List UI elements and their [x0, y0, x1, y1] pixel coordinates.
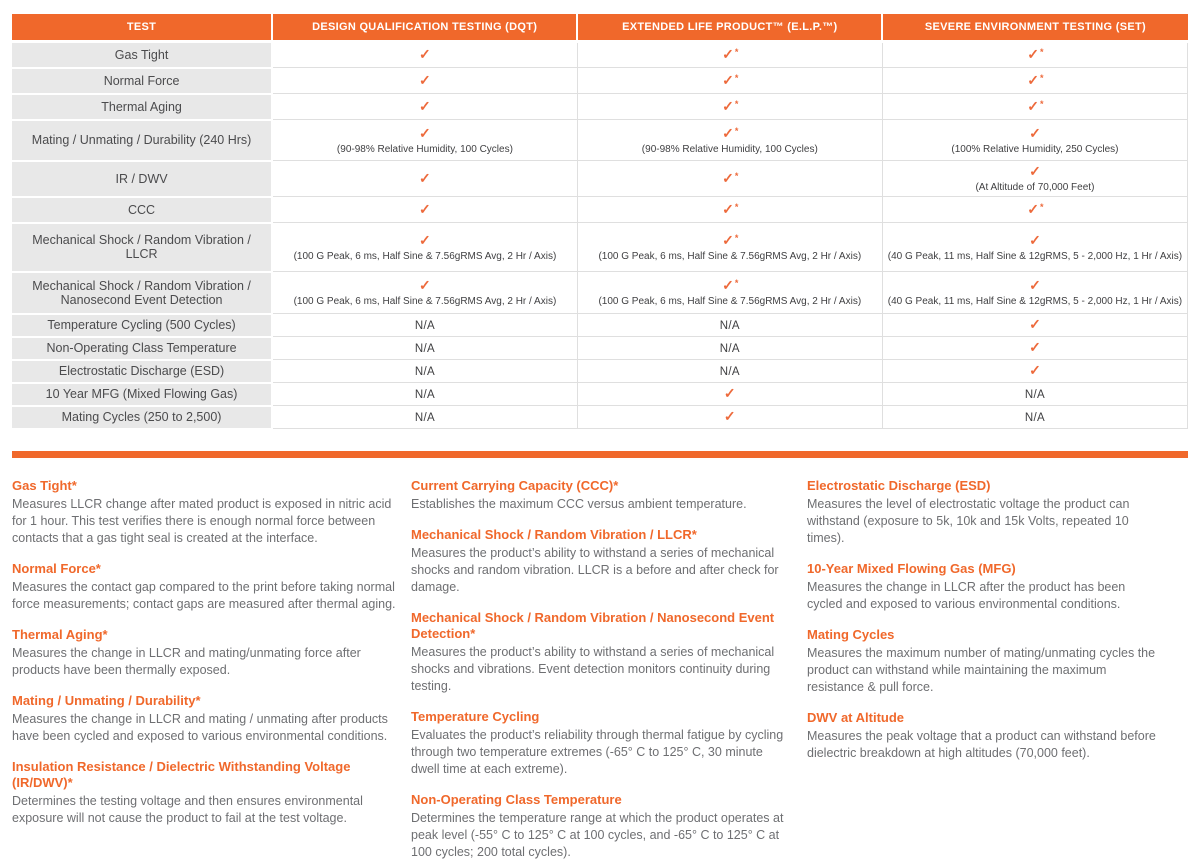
check-icon: ✓*	[722, 71, 739, 88]
cell-note: (At Altitude of 70,000 Feet)	[975, 182, 1095, 193]
result-cell	[882, 272, 1187, 314]
glossary-entry	[12, 561, 397, 613]
test-name-cell: Normal Force	[12, 68, 272, 94]
check-icon: ✓	[1029, 362, 1041, 378]
glossary-term: Non-Operating Class Temperature	[411, 791, 622, 807]
check-icon: ✓	[419, 46, 431, 62]
test-name-cell: 10 Year MFG (Mixed Flowing Gas)	[12, 383, 272, 406]
result-cell	[882, 197, 1187, 223]
result-cell	[577, 161, 882, 197]
glossary-definition: Measures the change in LLCR after the product has been cycled and exposed to various environmental conditions.	[807, 579, 1126, 611]
glossary-column	[411, 464, 789, 861]
asterisk-mark: *	[734, 232, 739, 243]
glossary-term: 10-Year Mixed Flowing Gas (MFG)	[807, 560, 1016, 576]
result-cell	[882, 223, 1187, 272]
table-row	[12, 272, 1188, 314]
test-name-cell: Mating / Unmating / Durability (240 Hrs)	[12, 120, 272, 161]
na-label: N/A	[719, 320, 740, 332]
result-cell	[272, 42, 577, 68]
na-label: N/A	[719, 343, 740, 355]
check-icon: ✓	[1029, 277, 1041, 293]
glossary-term: Mechanical Shock / Random Vibration / Nanosecond Event Detection*	[411, 609, 775, 641]
glossary-column	[807, 464, 1164, 861]
glossary-entry	[411, 478, 789, 513]
glossary-entry	[12, 627, 397, 679]
test-name-cell: Gas Tight	[12, 42, 272, 68]
check-icon: ✓	[419, 200, 431, 217]
check-icon: ✓	[419, 277, 431, 293]
result-cell	[272, 120, 577, 161]
glossary-definition: Establishes the maximum CCC versus ambient temperature.	[411, 496, 747, 511]
check-icon: ✓	[1029, 316, 1041, 332]
result-cell	[577, 360, 882, 383]
cell-note: (100% Relative Humidity, 250 Cycles)	[951, 143, 1119, 155]
result-cell	[577, 197, 882, 223]
result-cell	[272, 314, 577, 337]
table-row	[12, 42, 1188, 68]
glossary-definition: Determines the testing voltage and then ensures environmental exposure will not cause the product to fail at the test voltage.	[12, 793, 363, 825]
test-name-cell: Mating Cycles (250 to 2,500)	[12, 406, 272, 429]
table-row	[12, 337, 1188, 360]
asterisk-mark: *	[1040, 201, 1044, 212]
program-column-header: DESIGN QUALIFICATION TESTING (DQT)	[272, 14, 577, 42]
result-cell	[577, 383, 882, 406]
check-icon: ✓	[723, 385, 736, 401]
cell-note: (100 G Peak, 6 ms, Half Sine & 7.56gRMS Avg, 2 Hr / Axis)	[293, 250, 557, 262]
check-icon: ✓*	[722, 124, 739, 141]
result-cell	[272, 272, 577, 314]
glossary-section	[12, 464, 1188, 861]
cell-note: (40 G Peak, 11 ms, Half Sine & 12gRMS, 5 - 2,000 Hz, 1 Hr / Axis)	[887, 250, 1183, 262]
glossary-definition: Evaluates the product’s reliability through thermal fatigue by cycling through two temperature extremes (-65° C to 125° C, 30 minute dwell time at each extreme).	[411, 727, 784, 776]
check-icon: ✓*	[722, 97, 739, 114]
result-cell	[272, 360, 577, 383]
glossary-definition: Measures the change in LLCR and mating / unmating after products have been cycled and exposed to various environmental conditions.	[12, 711, 388, 743]
check-icon: ✓*	[1027, 71, 1044, 88]
table-row	[12, 197, 1188, 223]
asterisk-mark: *	[734, 125, 739, 136]
table-row	[12, 161, 1188, 197]
result-cell	[272, 337, 577, 360]
glossary-definition: Measures the product’s ability to withstand a series of mechanical shocks and vibrations. Event detection monitors continuity during testing.	[411, 644, 775, 693]
glossary-term: Temperature Cycling	[411, 708, 540, 724]
check-icon: ✓*	[722, 46, 739, 62]
test-name-cell: Mechanical Shock / Random Vibration / Nanosecond Event Detection	[12, 272, 272, 314]
result-cell	[272, 94, 577, 120]
glossary-entry	[411, 792, 789, 861]
table-row	[12, 383, 1188, 406]
na-label: N/A	[414, 412, 435, 424]
table-row	[12, 94, 1188, 120]
glossary-term: Normal Force*	[12, 560, 101, 576]
glossary-term: Gas Tight*	[12, 477, 77, 493]
result-cell	[882, 120, 1187, 161]
asterisk-mark: *	[734, 72, 739, 83]
test-name-cell: CCC	[12, 197, 272, 223]
test-name-cell: Temperature Cycling (500 Cycles)	[12, 314, 272, 337]
check-icon: ✓*	[722, 200, 739, 217]
glossary-entry	[807, 710, 1164, 762]
glossary-term: Insulation Resistance / Dielectric Withstanding Voltage (IR/DWV)*	[12, 758, 351, 790]
asterisk-mark: *	[1040, 98, 1044, 109]
table-header-row	[12, 14, 1188, 42]
table-row	[12, 120, 1188, 161]
result-cell	[577, 94, 882, 120]
check-icon: ✓	[419, 124, 431, 141]
glossary-definition: Measures the maximum number of mating/unmating cycles the product can withstand while maintaining the maximum resistance & pull force.	[807, 645, 1156, 694]
glossary-term: Electrostatic Discharge (ESD)	[807, 477, 991, 493]
check-icon: ✓	[1029, 339, 1041, 355]
check-icon: ✓*	[1027, 200, 1044, 217]
cell-note: (40 G Peak, 11 ms, Half Sine & 12gRMS, 5 - 2,000 Hz, 1 Hr / Axis)	[887, 296, 1183, 307]
glossary-term: Mechanical Shock / Random Vibration / LLCR*	[411, 526, 697, 542]
check-icon: ✓	[419, 71, 431, 88]
na-label: N/A	[414, 320, 435, 332]
result-cell	[882, 360, 1187, 383]
check-icon: ✓*	[722, 277, 739, 293]
asterisk-mark: *	[734, 201, 739, 212]
na-label: N/A	[414, 389, 435, 401]
result-cell	[882, 94, 1187, 120]
asterisk-mark: *	[734, 98, 739, 109]
glossary-entry	[807, 627, 1164, 696]
test-name-cell: Mechanical Shock / Random Vibration / LLCR	[12, 223, 272, 272]
glossary-entry	[807, 478, 1164, 547]
asterisk-mark: *	[734, 47, 739, 57]
check-icon: ✓	[419, 169, 431, 186]
section-divider	[12, 451, 1188, 458]
glossary-column	[12, 464, 397, 861]
na-label: N/A	[1024, 412, 1045, 424]
glossary-entry	[12, 759, 397, 827]
glossary-entry	[12, 478, 397, 547]
test-name-cell: Electrostatic Discharge (ESD)	[12, 360, 272, 383]
result-cell	[882, 406, 1187, 429]
test-name-cell: Thermal Aging	[12, 94, 272, 120]
asterisk-mark: *	[1040, 72, 1044, 83]
result-cell	[272, 406, 577, 429]
result-cell	[882, 314, 1187, 337]
glossary-term: DWV at Altitude	[807, 709, 905, 725]
cell-note: (100 G Peak, 6 ms, Half Sine & 7.56gRMS Avg, 2 Hr / Axis)	[598, 296, 862, 307]
check-icon: ✓	[1029, 163, 1041, 179]
glossary-term: Mating Cycles	[807, 626, 895, 642]
test-name-cell: IR / DWV	[12, 161, 272, 197]
test-comparison-table	[12, 14, 1188, 430]
glossary-definition: Measures LLCR change after mated product is exposed in nitric acid for 1 hour. This test verifies there is enough normal force between contacts that a gas tight seal is created at the interface.	[12, 496, 392, 545]
result-cell	[577, 406, 882, 429]
table-row	[12, 314, 1188, 337]
check-icon: ✓	[419, 97, 431, 114]
table-row	[12, 223, 1188, 272]
result-cell	[882, 383, 1187, 406]
result-cell	[272, 197, 577, 223]
check-icon: ✓*	[1027, 46, 1044, 62]
glossary-entry	[411, 709, 789, 778]
glossary-entry	[411, 527, 789, 596]
cell-note: (100 G Peak, 6 ms, Half Sine & 7.56gRMS Avg, 2 Hr / Axis)	[293, 296, 557, 307]
result-cell	[577, 337, 882, 360]
check-icon: ✓*	[722, 231, 739, 248]
na-label: N/A	[1024, 389, 1045, 401]
cell-note: (90-98% Relative Humidity, 100 Cycles)	[336, 143, 513, 155]
cell-note: (90-98% Relative Humidity, 100 Cycles)	[641, 143, 818, 155]
result-cell	[272, 383, 577, 406]
table-row	[12, 406, 1188, 429]
result-cell	[882, 161, 1187, 197]
result-cell	[272, 223, 577, 272]
glossary-entry	[12, 693, 397, 745]
result-cell	[577, 42, 882, 68]
check-icon: ✓	[419, 231, 431, 248]
test-name-cell: Non-Operating Class Temperature	[12, 337, 272, 360]
na-label: N/A	[414, 343, 435, 355]
result-cell	[577, 68, 882, 94]
asterisk-mark: *	[1040, 47, 1044, 57]
check-icon: ✓	[1029, 124, 1041, 141]
cell-note: (100 G Peak, 6 ms, Half Sine & 7.56gRMS Avg, 2 Hr / Axis)	[598, 250, 862, 262]
table-row	[12, 360, 1188, 383]
result-cell	[882, 42, 1187, 68]
glossary-term: Current Carrying Capacity (CCC)*	[411, 477, 619, 493]
program-column-header: EXTENDED LIFE PRODUCT™ (E.L.P.™)	[577, 14, 882, 42]
glossary-definition: Measures the product’s ability to withstand a series of mechanical shocks and random vibration. LLCR is a before and after check for damage.	[411, 545, 779, 594]
program-column-header: SEVERE ENVIRONMENT TESTING (SET)	[882, 14, 1187, 42]
glossary-definition: Measures the contact gap compared to the print before taking normal force measurements; contact gaps are measured after thermal aging.	[12, 579, 396, 611]
check-icon: ✓	[1029, 231, 1041, 248]
na-label: N/A	[719, 366, 740, 378]
result-cell	[577, 223, 882, 272]
result-cell	[577, 120, 882, 161]
table-row	[12, 68, 1188, 94]
glossary-term: Thermal Aging*	[12, 626, 108, 642]
na-label: N/A	[414, 366, 435, 378]
result-cell	[272, 68, 577, 94]
glossary-definition: Determines the temperature range at which the product operates at peak level (-55° C to 125° C at 100 cycles, and -65° C to 125° C at 100 cycles; 200 total cycles).	[411, 810, 784, 859]
check-icon: ✓*	[722, 169, 739, 186]
check-icon: ✓*	[1027, 97, 1044, 114]
glossary-entry	[411, 610, 789, 695]
glossary-entry	[807, 561, 1164, 613]
glossary-term: Mating / Unmating / Durability*	[12, 692, 201, 708]
asterisk-mark: *	[734, 170, 739, 181]
check-icon: ✓	[723, 408, 736, 424]
glossary-definition: Measures the peak voltage that a product can withstand before dielectric breakdown at high altitudes (70,000 feet).	[807, 728, 1156, 760]
result-cell	[577, 272, 882, 314]
result-cell	[882, 337, 1187, 360]
test-column-header: TEST	[12, 14, 272, 42]
asterisk-mark: *	[734, 278, 739, 288]
result-cell	[882, 68, 1187, 94]
glossary-definition: Measures the level of electrostatic voltage the product can withstand (exposure to 5k, 10k and 15k Volts, repeated 10 times).	[807, 496, 1130, 545]
result-cell	[577, 314, 882, 337]
result-cell	[272, 161, 577, 197]
glossary-definition: Measures the change in LLCR and mating/unmating force after products have been thermally exposed.	[12, 645, 361, 677]
